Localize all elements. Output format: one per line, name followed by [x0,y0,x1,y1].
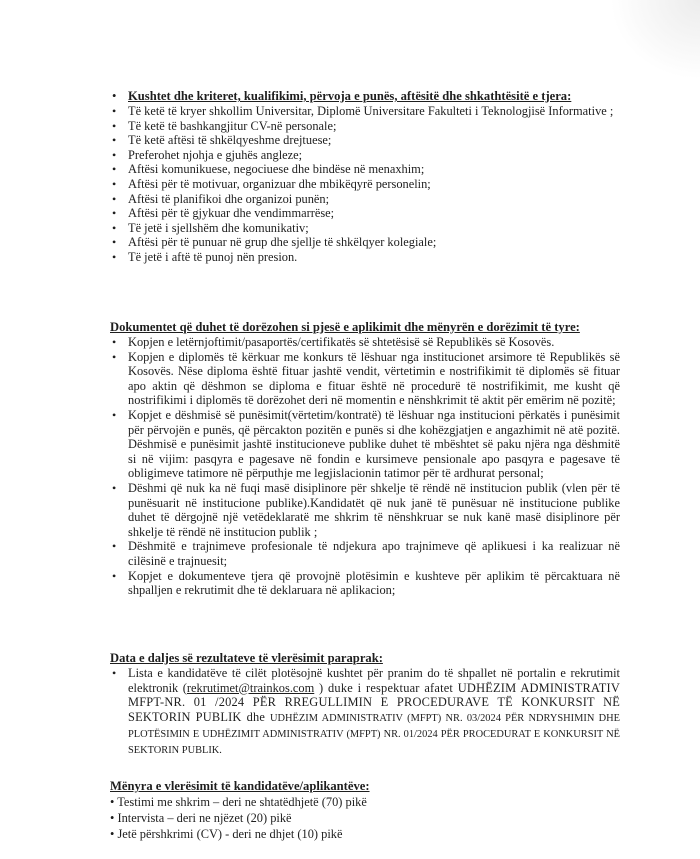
list-item: • Kopjen e diplomës të kërkuar me konkurs të lëshuar nga institucionet arsimore të Republikës së Kosovës. Nëse diploma është fituar jashtë vendit, vërtetimin e nostrifikimit të diplomës së fituar apo aktin që dëshmon se diploma e fituar është në procedurë të nostrifikimit, me kusht që nostrifikimi i diplomës të dorëzohet deri në momentin e nënshkrimit të aktit për emërim në pozitë; [112,350,620,408]
list-item: • Të jetë i sjellshëm dhe komunikativ; [112,221,620,236]
list-item [112,666,620,758]
list-item: • Aftësi për të gjykuar dhe vendimmarrëse; [112,206,620,221]
list-item: • Dëshmi që nuk ka në fuqi masë disiplinore për shkelje të rëndë në institucion publik (vlen për të punësuarit në institucione publike).Kandidatët që nuk janë të punësuar në institucione publike duhet të dërgojnë një vetëdeklaratë me shkrim të nënshkruar se nuk kanë masë disiplinore për shkelje të rëndë në institucion publik ; [112,481,620,539]
section-heading: Mënyra e vlerësimit të kandidatëve/aplikantëve: [110,779,370,793]
results-text-amendment: UDHËZIM ADMINISTRATIV (MFPT) NR. 03/2024 PËR NDRYSHIMIN DHE PLOTËSIMIN E UDHËZIMIT ADMINISTRATIV (MFPT) NR. 01/2024 PËR PROCEDURAT E KONKURSIT NË SEKTORIN PUBLIK. [128,712,620,756]
results-list [112,666,620,758]
list-item: • Të ketë të bashkangjitur CV-në personale; [112,119,620,134]
list-item: • Aftësi për të motivuar, organizuar dhe mbikëqyrë personelin; [112,177,620,192]
qualifications-list [112,104,620,265]
scan-shadow [610,0,700,80]
list-item: • Të ketë të kryer shkollim Universitar, Diplomë Universitare Fakulteti i Teknologjisë Informative ; [112,104,620,119]
list-item: • Dëshmitë e trajnimeve profesionale të ndjekura apo trajnimeve që aplikuesi i ka realizuar në cilësinë e trajnuesit; [112,539,620,568]
results-text: Lista e kandidatëve të cilët plotësojnë kushtet për pranim do të shpallet në portalin e rekrutimit elektronik ( [128,666,620,695]
list-item: • Kopjen e letërnjoftimit/pasaportës/certifikatës së shtetësisë së Republikës së Kosovës. [112,335,620,350]
section-documents [112,320,620,598]
list-item: • Testimi me shkrim – deri ne shtatëdhjetë (70) pikë [110,795,367,809]
list-item: • Të jetë i aftë të punoj nën presion. [112,250,620,265]
list-item: • Kopjet e dokumenteve tjera që provojnë plotësimin e kushteve për aplikim të përcaktuara në shpalljen e rekrutimit dhe të deklaruara në aplikacion; [112,569,620,598]
section-qualifications [112,89,620,265]
results-text-regulation: ) duke i respektuar afatet UDHËZIM ADMINISTRATIV MFPT-NR. 01 /2024 PËR RREGULLIMIN E PROCEDURAVE TË KONKURSIT NË SEKTORIN PUBLIK dhe [128,680,620,724]
list-item: • Jetë përshkrimi (CV) - deri ne dhjet (10) pikë [110,827,343,841]
evaluation-list [110,794,620,842]
section-heading: Data e daljes së rezultateve të vlerësimit paraprak: [110,651,383,665]
recruitment-email-link[interactable]: rekrutimet@trainkos.com [186,680,315,695]
section-evaluation [112,779,620,842]
section-heading: • Kushtet dhe kriteret, kualifikimi, përvoja e punës, aftësitë dhe shkathtësitë e tjera: [112,89,620,104]
list-item: • Kopjet e dëshmisë së punësimit(vërtetim/kontratë) të lëshuar nga institucioni përkatës i punësimit për përvojën e punës, që përcakton pozitën e punës si dhe kohëzgjatjen e angazhimit në atë pozitë. Dëshmisë e punësimit jashtë institucioneve publike duhet të mbështet së paku njëra nga dëshmitë si në vijim: pasqyra e pagesave në fondin e kursimeve pensionale apo pasqyra e pagesave të obligimeve tatimore në përputhje me legjislacionin tatimor për të ardhurat personal; [112,408,620,481]
list-item: • Të ketë aftësi të shkëlqyeshme drejtuese; [112,133,620,148]
list-item: • Aftësi të planifikoi dhe organizoi punën; [112,192,620,207]
section-heading: Dokumentet që duhet të dorëzohen si pjesë e aplikimit dhe mënyrën e dorëzimit të tyre: [110,320,580,334]
list-item: • Aftësi për të punuar në grup dhe sjellje të shkëlqyer kolegiale; [112,235,620,250]
list-item: • Preferohet njohja e gjuhës angleze; [112,148,620,163]
list-item: • Intervista – deri ne njëzet (20) pikë [110,811,292,825]
list-item: • Aftësi komunikuese, negociuese dhe bindëse në menaxhim; [112,162,620,177]
section-results-date [112,651,620,758]
documents-list [112,335,620,598]
